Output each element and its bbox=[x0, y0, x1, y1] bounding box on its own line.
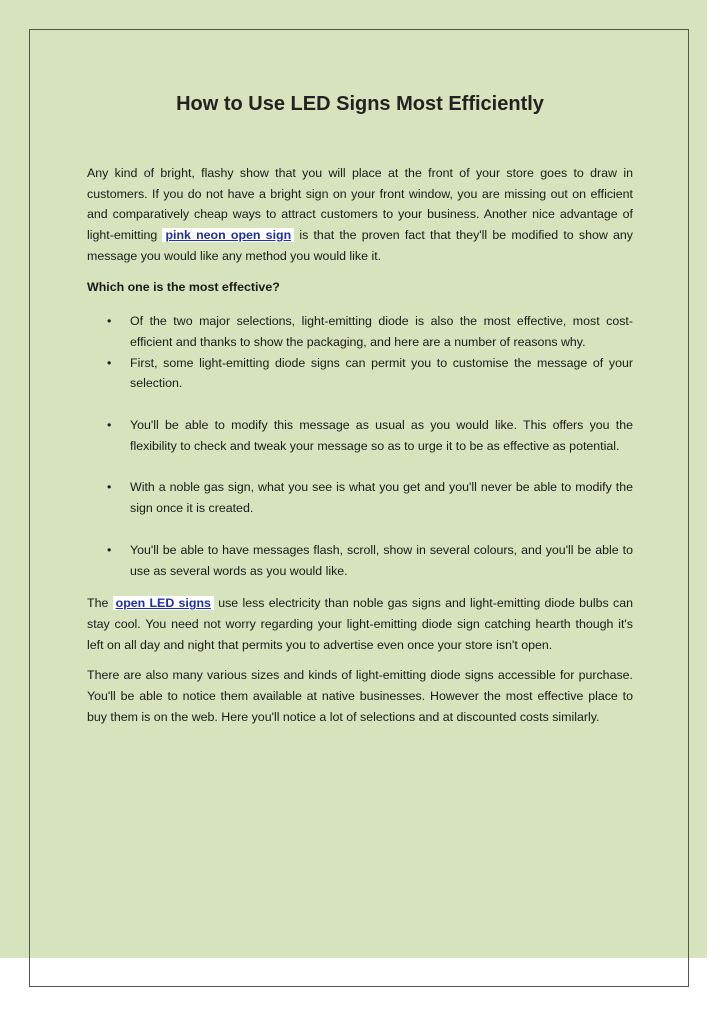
open-led-signs-link[interactable]: open LED signs bbox=[113, 596, 214, 610]
list-item bbox=[87, 477, 633, 518]
document-body bbox=[87, 86, 633, 737]
list-item-text: With a noble gas sign, what you see is what you get and you'll never be able to modify the sign once it is created. bbox=[130, 480, 633, 516]
bullet-icon: • bbox=[107, 542, 112, 557]
reasons-list bbox=[87, 311, 633, 581]
bullet-icon: • bbox=[107, 418, 112, 433]
list-item-text: You'll be able to modify this message as usual as you would like. This offers you the flexibility to check and tweak your message so as to urge it to be as effective as potential. bbox=[130, 418, 633, 453]
bullet-icon: • bbox=[107, 355, 112, 370]
list-item bbox=[87, 311, 633, 352]
section-subheading: Which one is the most effective? bbox=[87, 279, 280, 294]
bullet-icon: • bbox=[107, 480, 112, 495]
intro-text-end: is that the proven fact that they'll be modified to show any message you would like any method you would like it. bbox=[87, 228, 633, 263]
intro-paragraph bbox=[87, 163, 633, 267]
bullet-icon: • bbox=[107, 314, 112, 329]
list-item bbox=[87, 415, 633, 456]
list-item bbox=[87, 540, 633, 581]
para2-text-end: use less electricity than noble gas signs and light-emitting diode bulbs can stay cool. You need not worry regarding your light-emitting diode sign catching hearth though it's left on all day and night that permits you to advertise even once your store isn't open. bbox=[87, 596, 633, 652]
intro-text-start: Any kind of bright, flashy show that you will place at the front of your store goes to draw in customers. If you do not have a bright sign on your front window, you are missing out on efficient and comparatively cheap ways to attract customers to your business. Another nice advantage of light-emitting bbox=[87, 166, 633, 243]
pink-neon-open-sign-link[interactable]: pink neon open sign bbox=[162, 228, 294, 242]
list-item-text: You'll be able to have messages flash, scroll, show in several colours, and you'll be able to use as several words as you would like. bbox=[130, 542, 633, 578]
list-item-text: Of the two major selections, light-emitting diode is also the most effective, most cost-efficient and thanks to show the packaging, and here are a number of reasons why. bbox=[130, 314, 633, 349]
para2-text-start: The bbox=[87, 596, 113, 611]
list-item bbox=[87, 353, 633, 394]
page-title: How to Use LED Signs Most Efficiently bbox=[176, 93, 544, 115]
led-signs-paragraph bbox=[87, 593, 633, 655]
purchase-paragraph: There are also many various sizes and kinds of light-emitting diode signs accessible for purchase. You'll be able to notice them available at native businesses. However the most effective place to buy them is on the web. Here you'll notice a lot of selections and at discounted costs similarly. bbox=[87, 668, 633, 724]
list-item-text: First, some light-emitting diode signs can permit you to customise the message of your selection. bbox=[130, 355, 633, 391]
